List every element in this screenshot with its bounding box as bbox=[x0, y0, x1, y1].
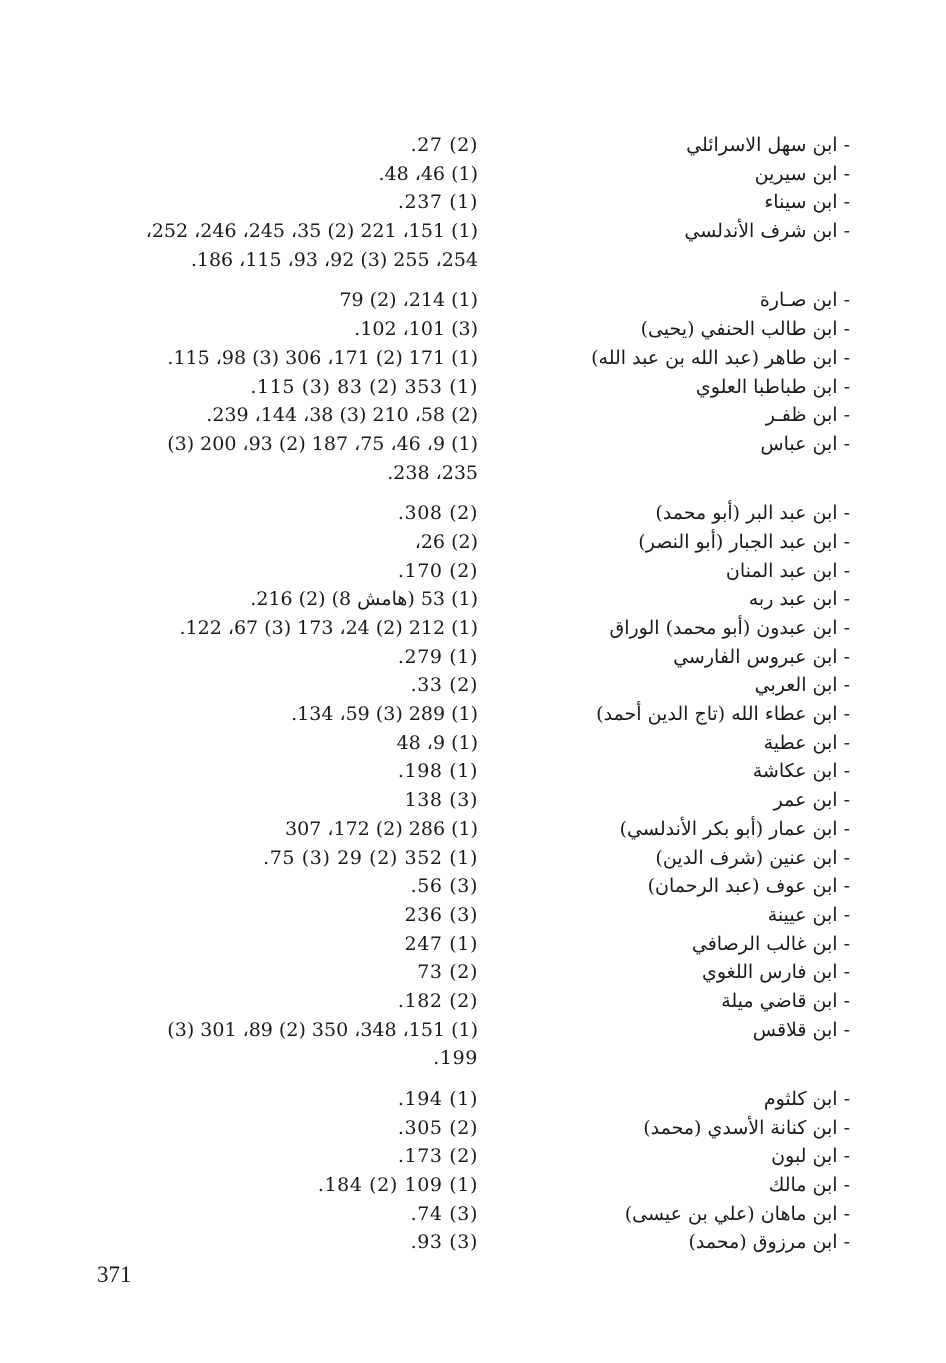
entry-references: (2) 182. bbox=[397, 989, 478, 1012]
entry-references: (3) 56. bbox=[410, 875, 478, 898]
index-entry bbox=[60, 401, 850, 430]
entry-name: - ابن عطاء الله (تاج الدين أحمد) bbox=[596, 703, 850, 726]
index-entry bbox=[60, 901, 850, 930]
entry-references: 199. bbox=[433, 1047, 478, 1070]
entry-references: (3) 236 bbox=[404, 903, 478, 926]
entry-references: (2) 58، 210 (3) 38، 144، 239. bbox=[206, 404, 478, 427]
entry-name: - ابن طالب الحنفي (يحيى) bbox=[640, 318, 850, 341]
entry-references: (3) 101، 102. bbox=[354, 318, 478, 341]
entry-references: (1) 9، 46، 75، 187 (2) 93، 200 (3) bbox=[167, 432, 478, 455]
index-entry bbox=[60, 1085, 850, 1114]
index-entry bbox=[60, 700, 850, 729]
index-entry bbox=[60, 844, 850, 873]
index-entry bbox=[60, 614, 850, 643]
entry-references: (2) 170. bbox=[397, 559, 478, 582]
entry-references: (1) 151، 348، 350 (2) 89، 301 (3) bbox=[167, 1018, 478, 1041]
entry-name: - ابن العربي bbox=[754, 674, 850, 697]
entry-name: - ابن سهل الاسرائلي bbox=[686, 134, 850, 156]
index-entry bbox=[60, 188, 850, 217]
entry-name: - ابن شرف الأندلسي bbox=[684, 220, 850, 243]
entry-name: - ابن عبد الجبار (أبو النصر) bbox=[638, 530, 850, 553]
entry-name: - ابن عمار (أبو بكر الأندلسي) bbox=[619, 817, 850, 840]
entry-references: (3) 138 bbox=[404, 789, 478, 812]
entry-name: - ابن فارس اللغوي bbox=[701, 961, 850, 984]
entry-name: - ابن طباطبا العلوي bbox=[695, 375, 850, 398]
index-entry-continuation bbox=[60, 459, 850, 488]
entry-references: 254، 255 (3) 92، 93، 115، 186. bbox=[190, 248, 478, 271]
index-entry bbox=[60, 1142, 850, 1171]
entry-references: (1) 353 (2) 83 (3) 115. bbox=[250, 375, 478, 398]
index-entry bbox=[60, 1114, 850, 1143]
entry-references: (1) 214، (2) 79 bbox=[339, 289, 478, 312]
entry-references: (1) 194. bbox=[397, 1088, 478, 1110]
entry-references: (1) 352 (2) 29 (3) 75. bbox=[263, 846, 478, 869]
entry-references: (1) 237. bbox=[397, 191, 478, 214]
entry-name: - ابن قاضي ميلة bbox=[721, 989, 850, 1012]
index-entry bbox=[60, 987, 850, 1016]
index-entry bbox=[60, 217, 850, 246]
entry-references: (1) 171 (2) 171، 306 (3) 98، 115. bbox=[167, 346, 478, 369]
index-entry bbox=[60, 160, 850, 189]
index-entry bbox=[60, 499, 850, 528]
entry-name: - ابن عطية bbox=[763, 731, 850, 754]
index-entry-continuation bbox=[60, 246, 850, 275]
entry-name: - ابن سيرين bbox=[754, 162, 850, 185]
index-entry bbox=[60, 430, 850, 459]
entry-name: - ابن كنانة الأسدي (محمد) bbox=[643, 1116, 850, 1139]
entry-name: - ابن عبروس الفارسي bbox=[673, 645, 850, 668]
index-entry bbox=[60, 344, 850, 373]
entry-name: - ابن عباس bbox=[760, 432, 850, 455]
index-entry bbox=[60, 1016, 850, 1045]
entry-references: (3) 74. bbox=[410, 1202, 478, 1225]
index-table bbox=[60, 131, 850, 1257]
entry-references: (2) 305. bbox=[397, 1116, 478, 1139]
entry-name: - ابن ماهان (علي بن عيسى) bbox=[624, 1202, 850, 1225]
index-entry bbox=[60, 757, 850, 786]
entry-name: - ابن كلثوم bbox=[763, 1088, 850, 1110]
entry-name: - ابن لبون bbox=[771, 1145, 850, 1168]
entry-name: - ابن سيناء bbox=[764, 191, 850, 214]
entry-name: - ابن عكاشة bbox=[752, 760, 850, 783]
entry-references: (2) 27. bbox=[410, 134, 478, 156]
index-entry bbox=[60, 528, 850, 557]
entry-name: - ابن مرزوق (محمد) bbox=[688, 1231, 850, 1254]
index-entry bbox=[60, 131, 850, 160]
index-entry bbox=[60, 729, 850, 758]
index-entry bbox=[60, 1228, 850, 1257]
entry-references: (3) 93. bbox=[410, 1231, 478, 1254]
page-number: 371 bbox=[97, 1262, 132, 1287]
entry-name: - ابن عبد البر (أبو محمد) bbox=[655, 502, 850, 525]
entry-name: - ابن طاهر (عبد الله بن عبد الله) bbox=[591, 346, 850, 369]
entry-references: (2) 308. bbox=[397, 502, 478, 525]
entry-references: (1) 247 bbox=[404, 932, 478, 955]
entry-name: - ابن ظفـر bbox=[765, 404, 850, 427]
entry-references: 235، 238. bbox=[387, 461, 478, 484]
index-entry bbox=[60, 286, 850, 315]
entry-references: (2) 26، bbox=[414, 530, 478, 553]
entry-references: (2) 173. bbox=[397, 1145, 478, 1168]
index-entry bbox=[60, 786, 850, 815]
entry-name: - ابن عنين (شرف الدين) bbox=[655, 846, 850, 869]
entry-name: - ابن مالك bbox=[768, 1174, 850, 1197]
entry-references: (1) 198. bbox=[397, 760, 478, 783]
index-entry bbox=[60, 930, 850, 959]
entry-references: (1) 289 (3) 59، 134. bbox=[291, 703, 478, 726]
entry-references: (2) 33. bbox=[410, 674, 478, 697]
index-entry bbox=[60, 958, 850, 987]
entry-references: (1) 286 (2) 172، 307 bbox=[285, 817, 478, 840]
index-entry bbox=[60, 643, 850, 672]
entry-name: - ابن عمر bbox=[773, 789, 850, 812]
entry-references: (1) 53 (هامش 8) (2) 216. bbox=[250, 588, 478, 611]
entry-name: - ابن عبد ربه bbox=[748, 588, 850, 611]
index-entry bbox=[60, 815, 850, 844]
entry-name: - ابن غالب الرصافي bbox=[691, 932, 850, 955]
entry-name: - ابن صـارة bbox=[759, 289, 850, 312]
index-entry bbox=[60, 373, 850, 402]
index-entry bbox=[60, 1200, 850, 1229]
entry-name: - ابن عوف (عبد الرحمان) bbox=[647, 875, 850, 898]
entry-references: (1) 46، 48. bbox=[378, 162, 478, 185]
entry-references: (1) 279. bbox=[397, 645, 478, 668]
entry-references: (1) 151، 221 (2) 35، 245، 246، 252، bbox=[145, 220, 478, 243]
entry-references: (1) 109 (2) 184. bbox=[317, 1174, 478, 1197]
index-entry bbox=[60, 1171, 850, 1200]
index-entry bbox=[60, 671, 850, 700]
entry-name: - ابن عبد المنان bbox=[725, 559, 850, 582]
index-entry bbox=[60, 557, 850, 586]
entry-references: (1) 9، 48 bbox=[396, 731, 478, 754]
entry-name: - ابن عبدون (أبو محمد) الوراق bbox=[609, 617, 850, 639]
index-entry bbox=[60, 585, 850, 614]
entry-name: - ابن عيينة bbox=[767, 903, 850, 926]
index-entry bbox=[60, 315, 850, 344]
entry-name: - ابن قلاقس bbox=[752, 1018, 850, 1041]
entry-references: (1) 212 (2) 24، 173 (3) 67، 122. bbox=[179, 617, 478, 639]
index-entry-continuation bbox=[60, 1044, 850, 1073]
index-entry bbox=[60, 872, 850, 901]
entry-references: (2) 73 bbox=[417, 961, 478, 984]
